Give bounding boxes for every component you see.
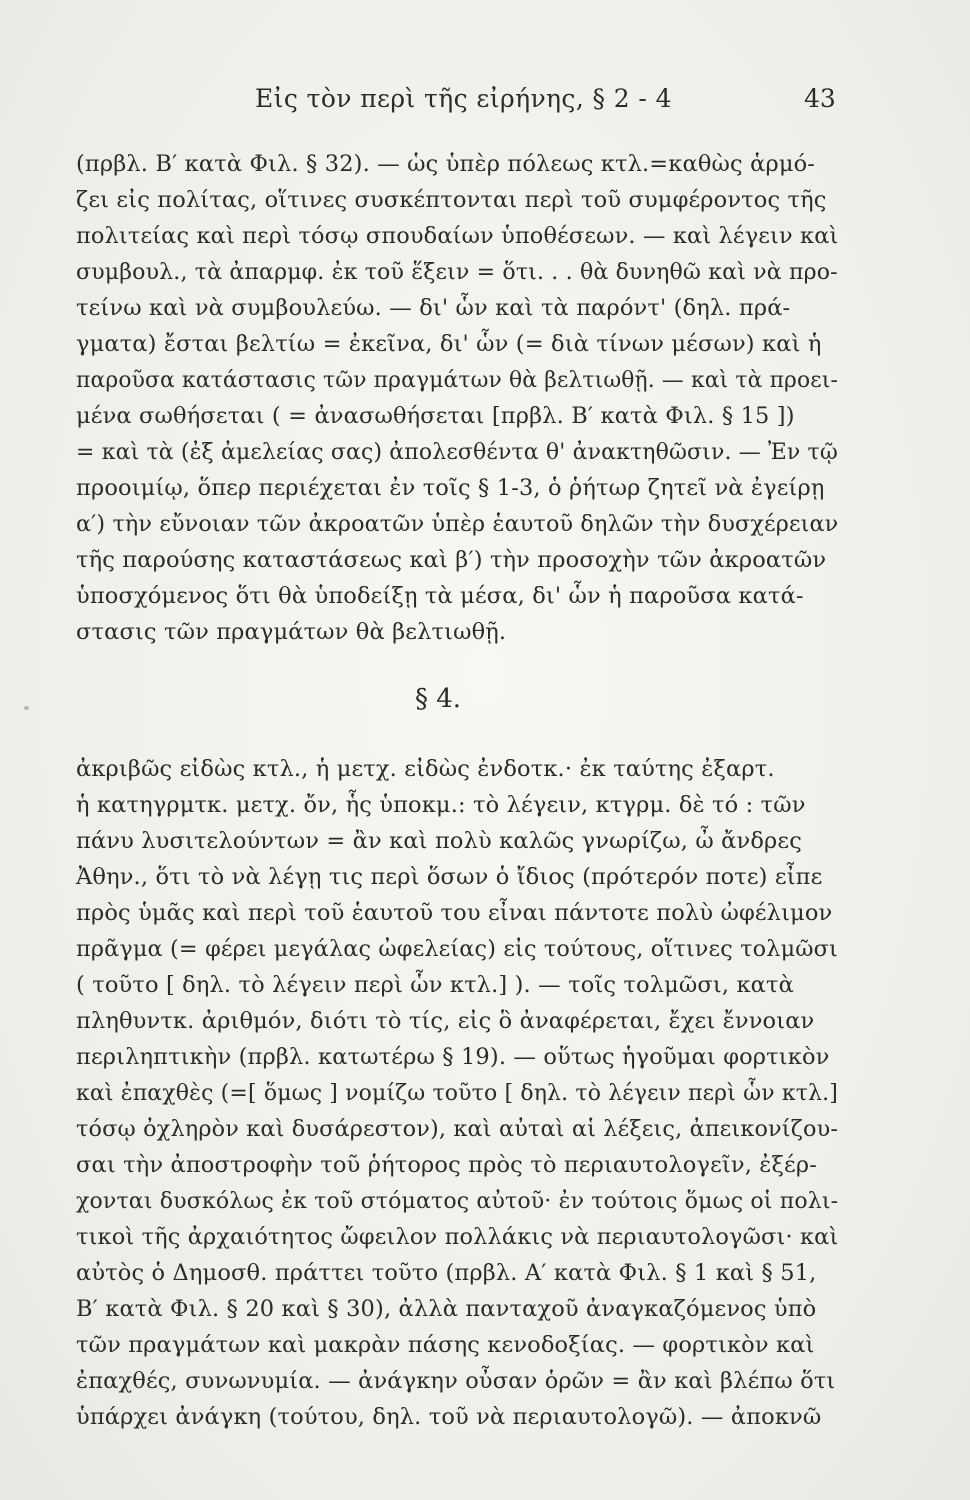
text-line: τῶν πραγμάτων καὶ μακρὰν πάσης κενοδοξίας. — φορτικὸν καὶ	[76, 1332, 815, 1358]
text-line: στασις τῶν πραγμάτων θὰ βελτιωθῇ.	[76, 619, 507, 645]
running-title: Εἰς τὸν περὶ τῆς εἰρήνης, § 2 - 4	[255, 84, 672, 113]
text-line: ἐπαχθές, συνωνυμία. — ἀνάγκην οὖσαν ὁρῶν = ἂν καὶ βλέπω ὅτι	[76, 1368, 836, 1394]
text-line: ζει εἰς πολίτας, οἵτινες συσκέπτονται περὶ τοῦ συμφέροντος τῆς	[76, 187, 827, 213]
text-line: ὑπάρχει ἀνάγκη (τούτου, δηλ. τοῦ νὰ περιαυτολογῶ). — ἀποκνῶ	[76, 1404, 822, 1430]
text-line: σαι τὴν ἀποστροφὴν τοῦ ῥήτορος πρὸς τὸ περιαυτολογεῖν, ἐξέρ-	[76, 1152, 817, 1178]
text-line: τῆς παρούσης καταστάσεως καὶ β′) τὴν προσοχὴν τῶν ἀκροατῶν	[76, 547, 827, 573]
text-line: παροῦσα κατάστασις τῶν πραγμάτων θὰ βελτιωθῇ. — καὶ τὰ προει-	[76, 367, 838, 393]
text-line: = καὶ τὰ (ἐξ ἀμελείας σας) ἀπολεσθέντα θ' ἀνακτηθῶσιν. — Ἐν τῷ	[76, 439, 838, 465]
text-line: ( τοῦτο [ δηλ. τὸ λέγειν περὶ ὧν κτλ.] ). — τοῖς τολμῶσι, κατὰ	[76, 972, 794, 998]
text-line: τείνω καὶ νὰ συμβουλεύω. — δι' ὧν καὶ τὰ παρόντ' (δηλ. πρά-	[76, 295, 791, 321]
text-line: περιληπτικὴν (πρβλ. κατωτέρω § 19). — οὕτως ἡγοῦμαι φορτικὸν	[76, 1044, 830, 1070]
text-line: γματα) ἔσται βελτίω = ἐκεῖνα, δι' ὧν (= διὰ τίνων μέσων) καὶ ἡ	[76, 331, 822, 357]
text-line: πρὸς ὑμᾶς καὶ περὶ τοῦ ἑαυτοῦ του εἶναι πάντοτε πολὺ ὠφέλιμον	[76, 900, 833, 926]
text-line: πρᾶγμα (= φέρει μεγάλας ὠφελείας) εἰς τούτους, οἵτινες τολμῶσι	[76, 936, 838, 962]
text-line: προοιμίῳ, ὅπερ περιέχεται ἐν τοῖς § 1-3, ὁ ῥήτωρ ζητεῖ νὰ ἐγείρῃ	[76, 475, 825, 501]
text-line: καὶ ἐπαχθὲς (=[ ὅμως ] νομίζω τοῦτο [ δηλ. τὸ λέγειν περὶ ὧν κτλ.]	[76, 1080, 838, 1106]
print-speck	[24, 706, 29, 710]
text-line: Ἀθην., ὅτι τὸ νὰ λέγῃ τις περὶ ὅσων ὁ ἴδιος (πρότερόν ποτε) εἶπε	[76, 864, 823, 890]
text-line: χονται δυσκόλως ἐκ τοῦ στόματος αὐτοῦ· ἐν τούτοις ὅμως οἱ πολι-	[76, 1188, 839, 1214]
text-line: ὑποσχόμενος ὅτι θὰ ὑποδείξῃ τὰ μέσα, δι' ὧν ἡ παροῦσα κατά-	[76, 583, 804, 609]
section-heading: § 4.	[415, 684, 462, 714]
text-line: πολιτείας καὶ περὶ τόσῳ σπουδαίων ὑποθέσεων. — καὶ λέγειν καὶ	[76, 223, 839, 249]
text-line: ἡ κατηγρμτκ. μετχ. ὄν, ἧς ὑποκμ.: τὸ λέγειν, κτγρμ. δὲ τό : τῶν	[76, 792, 806, 818]
text-line: τόσῳ ὀχληρὸν καὶ δυσάρεστον), καὶ αὐταὶ αἱ λέξεις, ἀπεικονίζου-	[76, 1116, 839, 1142]
text-line: συμβουλ., τὰ ἀπαρμφ. ἐκ τοῦ ἕξειν = ὅτι. . . θὰ δυνηθῶ καὶ νὰ προ-	[76, 259, 838, 285]
page-number: 43	[804, 84, 836, 113]
text-line: τικοὶ τῆς ἀρχαιότητος ὤφειλον πολλάκις νὰ περιαυτολογῶσι· καὶ	[76, 1224, 839, 1250]
text-line: αὐτὸς ὁ Δημοσθ. πράττει τοῦτο (πρβλ. Α′ κατὰ Φιλ. § 1 καὶ § 51,	[76, 1260, 817, 1286]
text-line: ἀκριβῶς εἰδὼς κτλ., ἡ μετχ. εἰδὼς ἐνδοτκ.· ἐκ ταύτης ἐξαρτ.	[76, 756, 775, 782]
text-line: α′) τὴν εὔνοιαν τῶν ἀκροατῶν ὑπὲρ ἑαυτοῦ δηλῶν τὴν δυσχέρειαν	[76, 511, 839, 537]
text-line: πάνυ λυσιτελούντων = ἂν καὶ πολὺ καλῶς γνωρίζω, ὦ ἄνδρες	[76, 828, 802, 854]
text-line: (πρβλ. Β′ κατὰ Φιλ. § 32). — ὡς ὑπὲρ πόλεως κτλ.=καθὼς ἁρμό-	[76, 151, 816, 177]
text-line: πληθυντκ. ἀριθμόν, διότι τὸ τίς, εἰς ὃ ἀναφέρεται, ἔχει ἔννοιαν	[76, 1008, 815, 1034]
text-line: μένα σωθήσεται ( = ἀνασωθήσεται [πρβλ. Β′ κατὰ Φιλ. § 15 ])	[76, 403, 795, 429]
text-line: Β′ κατὰ Φιλ. § 20 καὶ § 30), ἀλλὰ πανταχοῦ ἀναγκαζόμενος ὑπὸ	[76, 1296, 817, 1322]
